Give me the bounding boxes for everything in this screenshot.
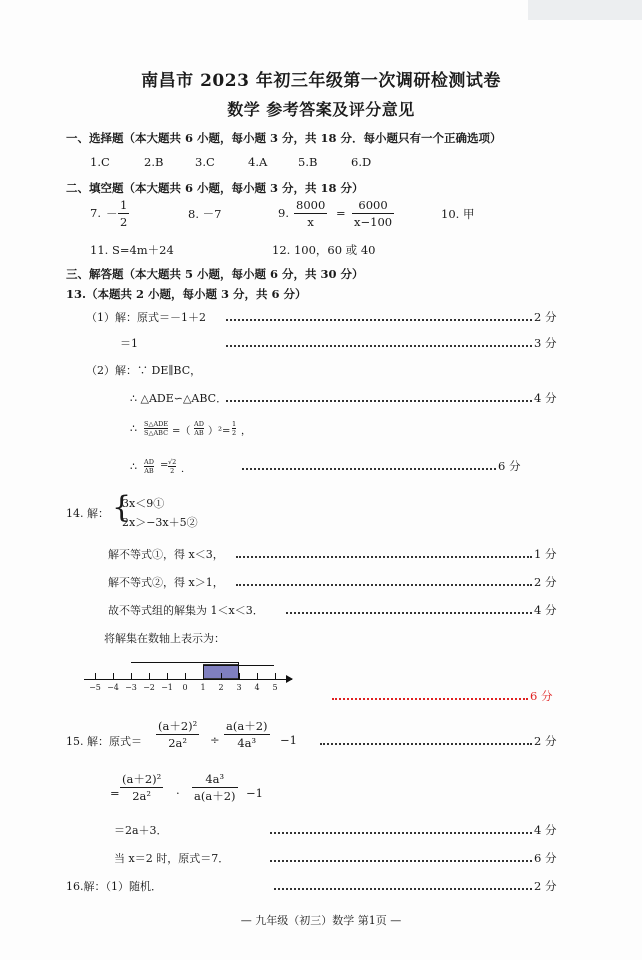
q14-step1: 解不等式①，得 x＜3， [108,548,224,561]
q14-inequality-2: 2x＞−3x＋5② [122,516,198,529]
dot-leader [286,612,532,614]
q15b-denominator-2: a(a＋2) [194,789,236,803]
dot-leader [236,584,532,586]
q14-brace: { [112,490,132,525]
ad-ab-denominator: AB [144,467,154,475]
q14-step3: 故不等式组的解集为 1＜x＜3． [108,604,264,617]
q15b-times: · [176,786,180,800]
q16-points: 2 分 [534,879,557,893]
half-denominator: 2 [232,429,237,437]
number-line-tick [221,673,222,680]
q15-label: 15. 解：原式＝ [66,735,142,748]
q13-2-line2-points: 4 分 [534,391,557,405]
q15b-equals: = [110,786,120,800]
q14-step1-points: 1 分 [534,547,557,561]
half-fraction [232,420,236,437]
side-ratio-denominator: AB [194,429,204,437]
number-line-tick-label: 4 [254,683,260,692]
q13-2-equals-2: = [160,460,169,471]
q9-left-numerator: 8000 [296,198,326,212]
q13-1-line2-points: 3 分 [534,336,557,350]
half-numerator: 1 [232,420,237,428]
dot-leader [270,832,532,834]
q16-answer: 16.解：（1）随机． [66,880,162,893]
dot-leader [236,556,532,558]
q7-label: 7. [90,206,101,220]
answer-4: 4.A [248,155,268,169]
q15b-denominator-1: 2a² [120,787,163,804]
q7-sign: － [106,207,118,221]
q14-step2-points: 2 分 [534,575,557,589]
section2-heading: 二、填空题（本大题共 6 小题，每小题 3 分，共 18 分） [66,181,364,195]
q9-right-numerator: 6000 [358,198,388,212]
q14-step4: 将解集在数轴上表示为： [104,632,225,645]
number-line-tick-label: 2 [218,683,224,692]
q15a-points: 2 分 [534,734,557,748]
q7-denominator: 2 [120,215,128,229]
q13-1-line1: （1）解：原式＝－1＋2 [86,311,206,324]
q13-2-therefore-1: ∴ [130,422,137,435]
q13-heading: 13.（本题共 2 小题，每小题 3 分，共 6 分） [66,287,307,301]
q13-2-equals-open: =（ [172,426,191,437]
page-subtitle: 数学 参考答案及评分意见 [227,100,415,119]
number-line-tick [203,673,204,680]
q15a-divide: ÷ [210,733,220,747]
q15a-minus-one: −1 [280,733,297,747]
q7-fraction [118,197,129,230]
q14-step3-points: 4 分 [534,603,557,617]
q14-axis-points: 6 分 [530,689,553,703]
number-line-tick-label: −5 [89,683,101,692]
q13-1-line1-points: 2 分 [534,310,557,324]
number-line-tick [275,673,276,680]
q13-1-line2: ＝1 [120,337,138,350]
q9-left-denominator: x [294,213,327,230]
section3-heading: 三、解答题（本大题共 5 小题，每小题 6 分，共 30 分） [66,267,364,281]
number-line-tick-label: 1 [200,683,206,692]
q15a-fraction-2 [224,718,270,751]
q15a-denominator-1: 2a² [156,734,199,751]
q13-2-final-points: 6 分 [498,459,521,473]
root2-numerator: √2 [168,458,177,466]
section1-heading: 一、选择题（本大题共 6 小题，每小题 3 分，共 18 分．每小题只有一个正确选项） [66,131,502,145]
q13-2-square-equals: ）²= [208,426,231,437]
q13-2-therefore-2: ∴ [130,460,137,473]
q15a-denominator-2: 4a³ [224,734,270,751]
side-ratio-fraction [194,420,204,437]
number-line-tick-label: 3 [236,683,242,692]
q13-2-line2: ∴ △ADE∽△ABC． [130,392,228,405]
q9-equals: = [336,206,346,220]
number-line-tick [167,673,168,680]
q15d-evaluate: 当 x＝2 时，原式＝7． [114,852,230,865]
q15a-numerator-2: a(a＋2) [226,719,268,733]
page-title: 南昌市 2023 年初三年级第一次调研检测试卷 [141,71,501,91]
root2-fraction [168,458,176,475]
q15d-points: 6 分 [534,851,557,865]
number-line-tick [257,673,258,680]
answer-2: 2.B [144,155,164,169]
area-ratio-denominator: S△ABC [144,429,169,437]
dot-leader [242,468,496,470]
q10-answer: 10. 甲 [441,207,475,221]
q13-2-period: ． [181,464,191,475]
q15a-numerator-1: (a＋2)² [158,719,198,733]
number-line-arrow [286,675,293,683]
q14-step2: 解不等式②，得 x＞1， [108,576,224,589]
number-line-tick-label: 0 [182,683,188,692]
number-line-tick-label: 5 [272,683,278,692]
q15b-fraction-2 [192,771,238,804]
q15b-minus-one: −1 [246,786,263,800]
number-line-tick [149,673,150,680]
number-line [84,656,294,696]
dot-leader [270,860,532,862]
root2-denominator: 2 [168,466,176,475]
q12-answer: 12. 100，60 或 40 [272,243,376,257]
q9-left-fraction [294,197,327,230]
q14-label: 14. 解： [66,507,109,520]
page-footer: — 九年级（初三）数学 第1页 — [240,914,402,927]
area-ratio-numerator: S△ADE [144,420,169,428]
number-line-tick [131,673,132,680]
number-line-tick [185,673,186,680]
scan-corner-shadow [528,0,642,20]
number-line-axis [84,679,292,680]
ad-ab-fraction [144,458,154,475]
number-line-tick-label: −4 [107,683,119,692]
number-line-tick-label: −3 [125,683,137,692]
dot-leader [320,743,532,745]
side-ratio-numerator: AD [194,420,204,428]
number-line-tick [113,673,114,680]
q15b-fraction-1 [120,771,163,804]
answer-5: 5.B [298,155,318,169]
area-ratio-fraction [144,420,168,437]
q15b-numerator-2: 4a³ [205,772,225,786]
number-line-tick-label: −1 [161,683,173,692]
dot-leader [226,319,532,321]
q9-right-fraction [352,197,394,230]
q13-2-comma: ， [241,426,251,437]
ad-ab-numerator: AD [144,458,154,466]
answer-6: 6.D [351,155,372,169]
q9-right-denominator: x−100 [354,215,393,229]
number-line-tick [239,673,240,680]
q13-2-line1: （2）解：∵ DE∥BC， [86,364,202,377]
q11-answer: 11. S=4m＋24 [90,243,174,257]
q9-label: 9. [278,206,289,220]
red-dot-leader [332,698,528,700]
dot-leader [226,400,532,402]
q14-inequality-1: 3x＜9① [122,497,165,510]
number-line-tick-label: −2 [143,683,155,692]
dot-leader [226,345,532,347]
number-line-tick [95,673,96,680]
q15b-numerator-1: (a＋2)² [122,772,162,786]
dot-leader [274,888,532,890]
q8-answer: 8. －7 [188,207,222,221]
q15a-fraction-1 [156,718,199,751]
answer-3: 3.C [195,155,215,169]
q15c-points: 4 分 [534,823,557,837]
q15c-result: ＝2a＋3． [114,824,168,837]
answer-1: 1.C [90,155,110,169]
q7-numerator: 1 [120,198,128,212]
